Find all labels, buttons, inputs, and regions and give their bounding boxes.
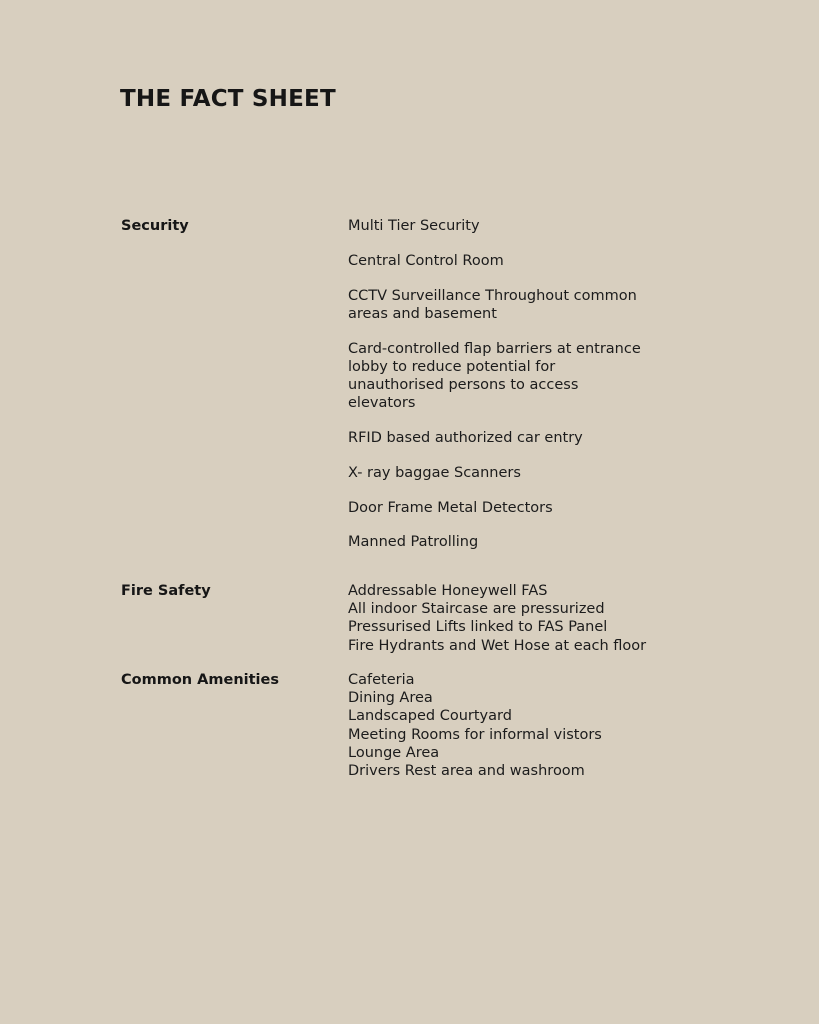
amenity-item: Landscaped Courtyard bbox=[348, 708, 512, 725]
section-label-common-amenities: Common Amenities bbox=[121, 672, 279, 688]
fire-safety-item: Fire Hydrants and Wet Hose at each floor bbox=[348, 637, 647, 654]
security-item: CCTV Surveillance Throughout common areas and basement bbox=[348, 287, 637, 322]
common-amenities-items bbox=[348, 671, 688, 780]
security-item: Multi Tier Security bbox=[348, 218, 480, 234]
security-item: Card-controlled flap barriers at entrance lobby to reduce potential for unauthorised persons to access elevators bbox=[348, 340, 641, 412]
security-item: X- ray baggae Scanners bbox=[348, 464, 521, 481]
section-label-fire-safety: Fire Safety bbox=[121, 583, 211, 599]
fire-safety-items bbox=[348, 582, 688, 655]
fire-safety-item: All indoor Staircase are pressurized bbox=[348, 601, 605, 618]
security-item: Manned Patrolling bbox=[348, 534, 479, 551]
amenity-item: Lounge Area bbox=[348, 744, 440, 761]
page-title: THE FACT SHEET bbox=[120, 86, 336, 112]
fire-safety-item: Addressable Honeywell FAS bbox=[348, 583, 548, 599]
amenity-item: Drivers Rest area and washroom bbox=[348, 763, 585, 780]
security-item: RFID based authorized car entry bbox=[348, 430, 583, 446]
security-item: Central Control Room bbox=[348, 252, 504, 269]
section-label-security: Security bbox=[121, 218, 189, 234]
amenity-item: Cafeteria bbox=[348, 672, 415, 688]
security-items bbox=[348, 217, 688, 552]
amenity-item: Meeting Rooms for informal vistors bbox=[348, 726, 602, 743]
amenity-item: Dining Area bbox=[348, 690, 433, 707]
fire-safety-item: Pressurised Lifts linked to FAS Panel bbox=[348, 619, 608, 636]
security-item: Door Frame Metal Detectors bbox=[348, 499, 553, 516]
